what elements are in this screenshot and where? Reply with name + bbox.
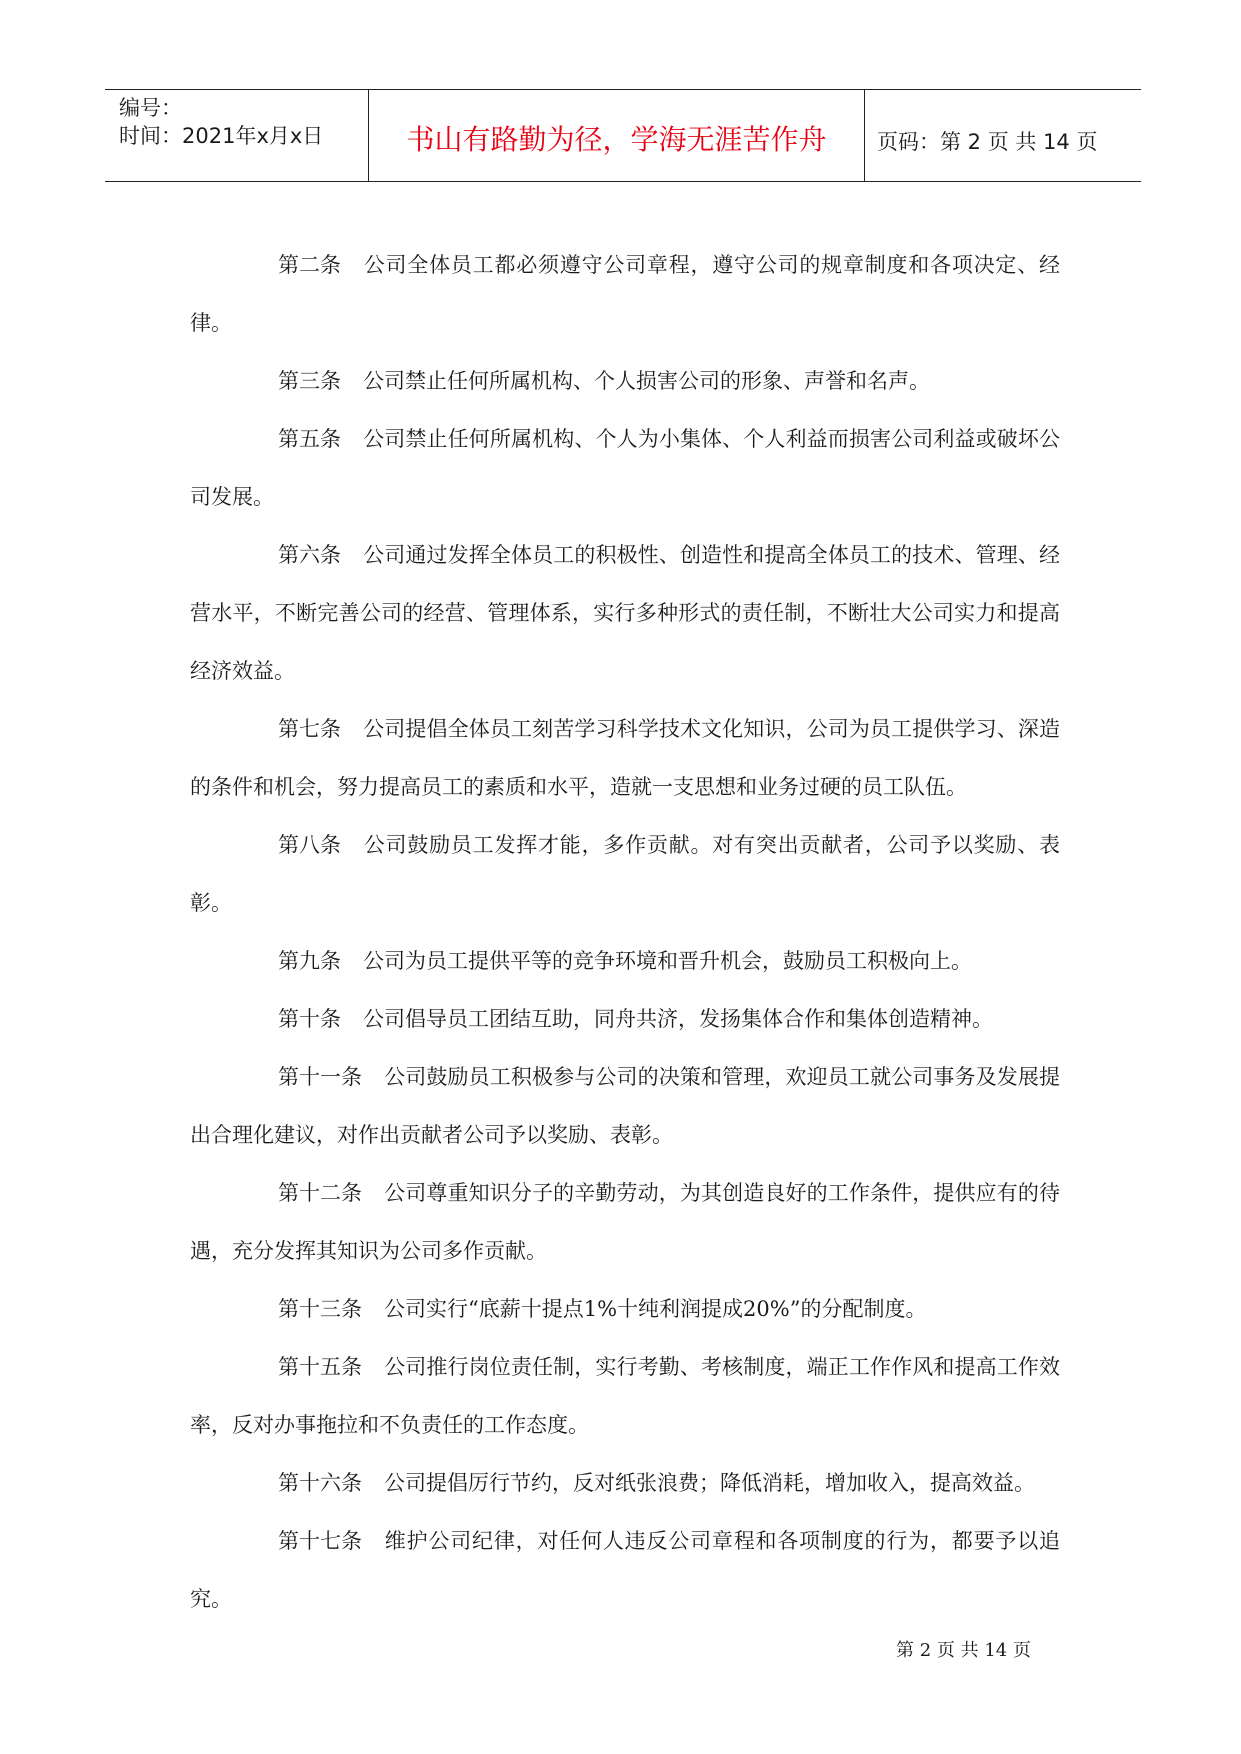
article-text: 公司禁止任何所属机构、个人为小集体、个人利益而损害公司利益或破坏公司发展。 (190, 427, 1060, 509)
article-number: 第六条 (278, 543, 341, 567)
article-text: 公司鼓励员工发挥才能，多作贡献。对有突出贡献者，公司予以奖励、表彰。 (190, 833, 1060, 915)
number-label: 编号： (119, 96, 182, 120)
header-meta-cell (105, 90, 369, 181)
header-motto: 书山有路勤为径，学海无涯苦作舟 (406, 123, 827, 156)
article-paragraph (190, 526, 1060, 700)
document-body (190, 236, 1060, 1628)
article-paragraph (190, 932, 1060, 990)
article-paragraph (190, 1338, 1060, 1454)
article-paragraph (190, 990, 1060, 1048)
header-motto-cell (369, 90, 865, 181)
article-number: 第五条 (278, 427, 341, 451)
article-paragraph (190, 1512, 1060, 1628)
page-header (105, 89, 1141, 182)
article-paragraph (190, 816, 1060, 932)
article-number: 第三条 (278, 369, 341, 393)
article-number: 第九条 (278, 949, 341, 973)
article-number: 第十五条 (278, 1355, 362, 1379)
article-text: 公司为员工提供平等的竞争环境和晋升机会，鼓励员工积极向上。 (363, 949, 972, 973)
article-paragraph (190, 352, 1060, 410)
header-page-cell (865, 90, 1141, 181)
article-number: 第十二条 (278, 1181, 362, 1205)
article-paragraph (190, 1280, 1060, 1338)
article-paragraph (190, 1048, 1060, 1164)
article-text: 公司提倡全体员工刻苦学习科学技术文化知识，公司为员工提供学习、深造的条件和机会，努力提高员工的素质和水平，造就一支思想和业务过硬的员工队伍。 (190, 717, 1060, 799)
page-footer: 第 2 页 共 14 页 (896, 1640, 1031, 1661)
article-text: 公司推行岗位责任制，实行考勤、考核制度，端正工作作风和提高工作效率，反对办事拖拉和不负责任的工作态度。 (190, 1355, 1060, 1437)
article-number: 第十三条 (278, 1297, 362, 1321)
article-paragraph (190, 1454, 1060, 1512)
article-text: 公司鼓励员工积极参与公司的决策和管理，欢迎员工就公司事务及发展提出合理化建议，对作出贡献者公司予以奖励、表彰。 (190, 1065, 1060, 1147)
article-paragraph (190, 700, 1060, 816)
article-number: 第十条 (278, 1007, 341, 1031)
article-paragraph (190, 410, 1060, 526)
article-text: 公司倡导员工团结互助，同舟共济，发扬集体合作和集体创造精神。 (363, 1007, 993, 1031)
article-number: 第七条 (278, 717, 341, 741)
article-text: 维护公司纪律，对任何人违反公司章程和各项制度的行为，都要予以追究。 (190, 1529, 1060, 1611)
article-text: 公司尊重知识分子的辛勤劳动，为其创造良好的工作条件，提供应有的待遇，充分发挥其知识为公司多作贡献。 (190, 1181, 1060, 1263)
article-number: 第十一条 (278, 1065, 362, 1089)
article-text: 公司全体员工都必须遵守公司章程，遵守公司的规章制度和各项决定、经律。 (190, 253, 1060, 335)
article-text: 公司禁止任何所属机构、个人损害公司的形象、声誉和名声。 (363, 369, 930, 393)
article-text: 公司实行“底薪十提点1%十纯利润提成20%”的分配制度。 (384, 1297, 927, 1321)
article-number: 第十六条 (278, 1471, 362, 1495)
article-text: 公司通过发挥全体员工的积极性、创造性和提高全体员工的技术、管理、经营水平，不断完善公司的经营、管理体系，实行多种形式的责任制，不断壮大公司实力和提高经济效益。 (190, 543, 1060, 683)
article-text: 公司提倡厉行节约，反对纸张浪费；降低消耗，增加收入，提高效益。 (384, 1471, 1035, 1495)
article-paragraph (190, 236, 1060, 352)
article-paragraph (190, 1164, 1060, 1280)
header-page-info: 页码：第 2 页 共 14 页 (877, 130, 1098, 154)
article-number: 第十七条 (278, 1529, 362, 1553)
article-number: 第八条 (278, 833, 341, 857)
article-number: 第二条 (278, 253, 341, 277)
time-label: 时间：2021年x月x日 (119, 124, 324, 148)
